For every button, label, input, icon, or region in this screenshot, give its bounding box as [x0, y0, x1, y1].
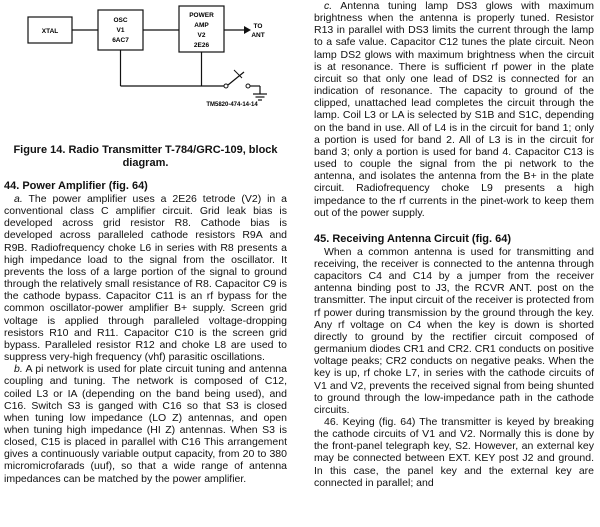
left-column [4, 0, 287, 485]
para-a-text: The power amplifier uses a 2E26 tetrode (V2) in a conventional class C amplifier circuit. Grid leak bias is developed across grid resistor R8. Cathode bias is developed across paralleled cathode resistors R9A and R9B. Radiofrequency choke L6 in series with R8 presents a high impedance load to the signal from the oscillator. It prevents the loss of a large portion of the signal to ground through the relatively small resistance of R8. Capacitor C9 is the cathode bypass. Capacitor C11 is an rf bypass for the common oscillator-power amplifier B+ supply. Screen grid voltage is applied through paralleled voltage-dropping resistors R10 and R11. Capacitor C10 is the screen grid bypass. Paralleled resistor R12 and choke L8 are used to suppress very-high frequency (vhf) parasitic oscillations. [4, 193, 288, 364]
section-45-paragraph: When a common antenna is used for transmitting and receiving, the receiver is connected to the antenna through capacitors C4 and C14 by a jumper from the receiver antenna binding post to J3, the RCVR ANT. post on the transmitter. The input circuit of the receiver is protected from rf power during transmission by the ground through the key. Any rf voltage on C4 when the key is down is shorted directly to ground by the rectifier circuit composed of germanium diodes CR1 and CR2. CR1 conducts on positive voltage peaks; CR2 conducts on negative peaks. When the key is up, rf choke L7, in series with the cathode circuits of V1 and V2, prevents the received signal from being shunted to ground through the low-impedance path in the cathode circuits. [314, 245, 594, 416]
osc-line-1: OSC [113, 17, 128, 24]
block-diagram-svg [4, 0, 287, 140]
para-b-marker: b. [14, 363, 23, 376]
figure-caption: Figure 14. Radio Transmitter T-784/GRC-109, block diagram. [13, 144, 278, 169]
para-b-text: A pi network is used for plate circuit tuning and antenna coupling and tuning. The network is composed of C12, coiled L3 or IA (depending on the band being used), and C16. Switch S3 is ganged with C16 so that S3 is closed when tuning low impedance (LO Z) antennas, and open when tuning high impedance (HI Z) antennas. When S3 is closed, C15 is placed in parallel with C16 This arrangement gives a continuously variable output capacity, from 20 to 380 micromicrofarads (uuf), so that a wide range of antenna impedances can be matched by the power amplifier. [4, 363, 287, 485]
right-column [314, 0, 594, 489]
block-diagram [4, 0, 287, 140]
figure-code: TM5820-474-14-14 [206, 102, 258, 108]
para-a-marker: a. [14, 193, 23, 205]
section-44-para-b [4, 363, 287, 485]
section-44-para-a [4, 193, 287, 363]
para-c-text: Antenna tuning lamp DS3 glows with maximum brightness when the antenna is properly tuned. Resistor R13 in parallel with DS3 limits the current through the lamp to a safe value. Capacitor C12 tunes the plate circuit. Neon lamp DS2 glows with maximum brightness when the circuit is at resonance. There is sufficient rf power in the plate circuit so that only one lead of DS2 is connected for an indication of resonance. The capacity to ground of the clipped, unattached lead completes the circuit through the lamp. Coil L3 or LA is selected by S1B and S1C, depending on the band in use. All of L4 is in the circuit for band 1; only a portion is used for band 2. All of L3 is in the circuit for band 3; only a portion is used for band 4. Capacitor C13 is used to couple the signal from the pi network to the antenna, and isolates the antenna from the B+ in the plate circuit. Radiofrequency choke L9 presents a high impedance to the rf currents in the pinet-work to keep them out of the power supply. [314, 0, 594, 219]
section-44-heading: 44. Power Amplifier (fig. 64) [4, 180, 148, 192]
power-line-2: AMP [194, 22, 209, 29]
section-44-para-c [314, 0, 594, 219]
osc-line-3: 6AC7 [112, 37, 129, 44]
to-ant-line-1: TO [253, 23, 263, 30]
to-ant-line-2: ANT [251, 32, 265, 39]
power-line-1: POWER [189, 12, 214, 19]
para-c-marker: c. [324, 0, 333, 12]
power-line-4: 2E26 [193, 42, 210, 49]
xtal-label: XTAL [41, 28, 59, 35]
section-46-paragraph: 46. Keying (fig. 64) The transmitter is keyed by breaking the cathode circuits of V1 and V2. Normally this is done by the front-panel telegraph key, S2. However, an external key may be connected between EXT. KEY post J2 and ground. In this case, the panel key and the external key are connected in parallel; and [314, 416, 594, 489]
power-line-3: V2 [197, 32, 206, 39]
osc-line-2: V1 [116, 27, 125, 34]
section-45-heading: 45. Receiving Antenna Circuit (fig. 64) [314, 232, 512, 245]
